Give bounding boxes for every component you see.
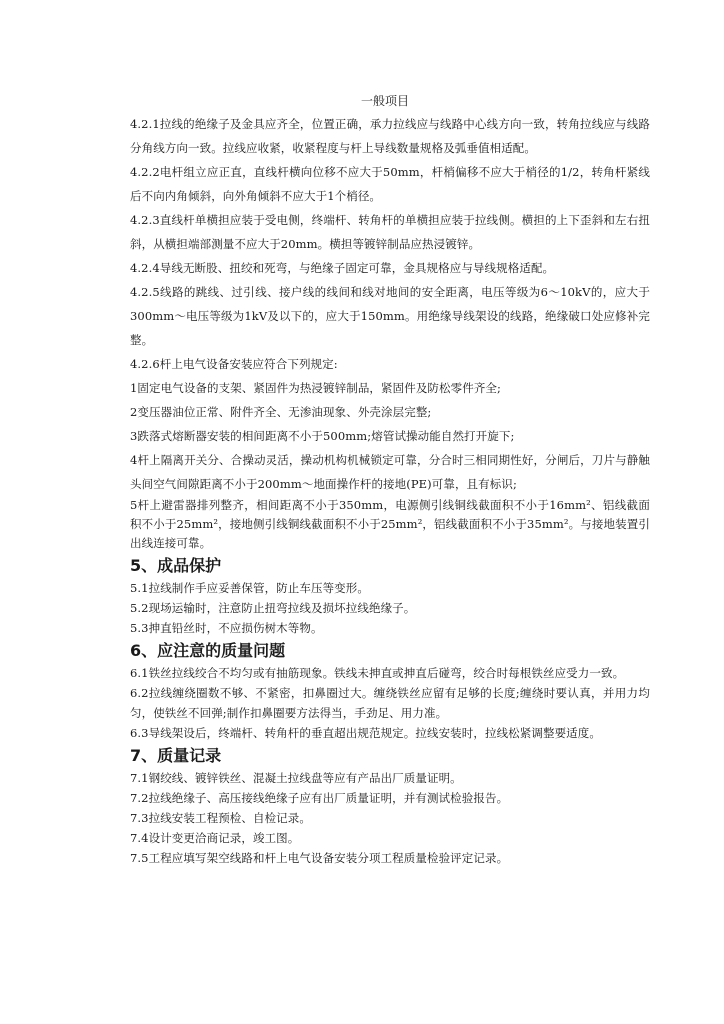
item-6-3: 6.3导线架设后，终端杆、转角杆的垂直超出规范规定。拉线安装时，拉线松紧调整要适度。	[130, 726, 601, 740]
item-6-1: 6.1铁丝拉线绞合不均匀或有抽筋现象。铁线未抻直或抻直后碰弯，绞合时每根铁丝应受力一致。	[130, 666, 625, 680]
section-title: 一般项目	[360, 94, 409, 108]
item-4-2-6-4: 4杆上隔离开关分、合操动灵活，操动机构机械锁定可靠，分合时三相同期性好，分闸后，刀片与静触头间空气间隙距离不小于200mm～地面操作杆的接地(PE)可靠，且有标识;	[130, 453, 650, 491]
item-4-2-1: 4.2.1拉线的绝缘子及金具应齐全，位置正确，承力拉线应与线路中心线方向一致，转角拉线应与线路分角线方向一致。拉线应收紧，收紧程度与杆上导线数量规格及弧垂值相适配。	[130, 117, 650, 155]
item-4-2-6-3: 3跌落式熔断器安装的相间距离不小于500mm;熔管试操动能自然打开旋下;	[130, 429, 515, 443]
item-4-2-6-2: 2变压器油位正常、附件齐全、无渗油现象、外壳涂层完整;	[130, 405, 432, 419]
item-7-3: 7.3拉线安装工程预检、自检记录。	[130, 811, 311, 825]
heading-quality-issues: 6、应注意的质量问题	[130, 641, 286, 660]
item-7-2: 7.2拉线绝缘子、高压接线绝缘子应有出厂质量证明，并有测试检验报告。	[130, 791, 509, 805]
item-7-1: 7.1钢绞线、镀锌铁丝、混凝土拉线盘等应有产品出厂质量证明。	[130, 771, 462, 785]
item-7-4: 7.4设计变更洽商记录，竣工图。	[130, 831, 300, 845]
item-4-2-6-1: 1固定电气设备的支架、紧固件为热浸镀锌制品，紧固件及防松零件齐全;	[130, 381, 501, 395]
heading-quality-records: 7、质量记录	[130, 746, 222, 765]
item-4-2-6: 4.2.6杆上电气设备安装应符合下列规定:	[130, 357, 338, 371]
item-5-1: 5.1拉线制作手应妥善保管，防止车压等变形。	[130, 581, 369, 595]
document-page	[130, 90, 650, 868]
item-5-2: 5.2现场运输时，注意防止扭弯拉线及损坏拉线绝缘子。	[130, 601, 416, 615]
item-4-2-3: 4.2.3直线杆单横担应装于受电侧，终端杆、转角杆的单横担应装于拉线侧。横担的上下歪斜和左右扭斜，从横担端部测量不应大于20mm。横担等镀锌制品应热浸镀锌。	[130, 213, 650, 251]
item-4-2-6-5: 5杆上避雷器排列整齐，相间距离不小于350mm，电源侧引线铜线截面积不小于16mm²、铝线截面积不小于25mm²，接地侧引线铜线截面积不小于25mm²，铝线截面积不小于35mm²。与接地装置引出线连接可靠。	[130, 498, 650, 550]
item-4-2-2: 4.2.2电杆组立应正直，直线杆横向位移不应大于50mm，杆梢偏移不应大于梢径的1/2，转角杆紧线后不向内角倾斜，向外角倾斜不应大于1个梢径。	[130, 165, 650, 203]
heading-finished-product-protection: 5、成品保护	[130, 556, 222, 575]
item-4-2-5: 4.2.5线路的跳线、过引线、接户线的线间和线对地间的安全距离，电压等级为6～10kV的，应大于300mm～电压等级为1kV及以下的，应大于150mm。用绝缘导线架设的线路，绝缘破口处应修补完整。	[130, 285, 650, 347]
item-5-3: 5.3抻直铅丝时，不应损伤树木等物。	[130, 621, 323, 635]
item-6-2: 6.2拉线缠绕圈数不够、不紧密，扣鼻圈过大。缠绕铁丝应留有足够的长度;缠绕时要认真，并用力均匀，使铁丝不回弹;制作扣鼻圈要方法得当，手劲足、用力准。	[130, 686, 650, 720]
item-7-5: 7.5工程应填写架空线路和杆上电气设备安装分项工程质量检验评定记录。	[130, 851, 509, 865]
item-4-2-4: 4.2.4导线无断股、扭绞和死弯，与绝缘子固定可靠，金具规格应与导线规格适配。	[130, 261, 555, 275]
